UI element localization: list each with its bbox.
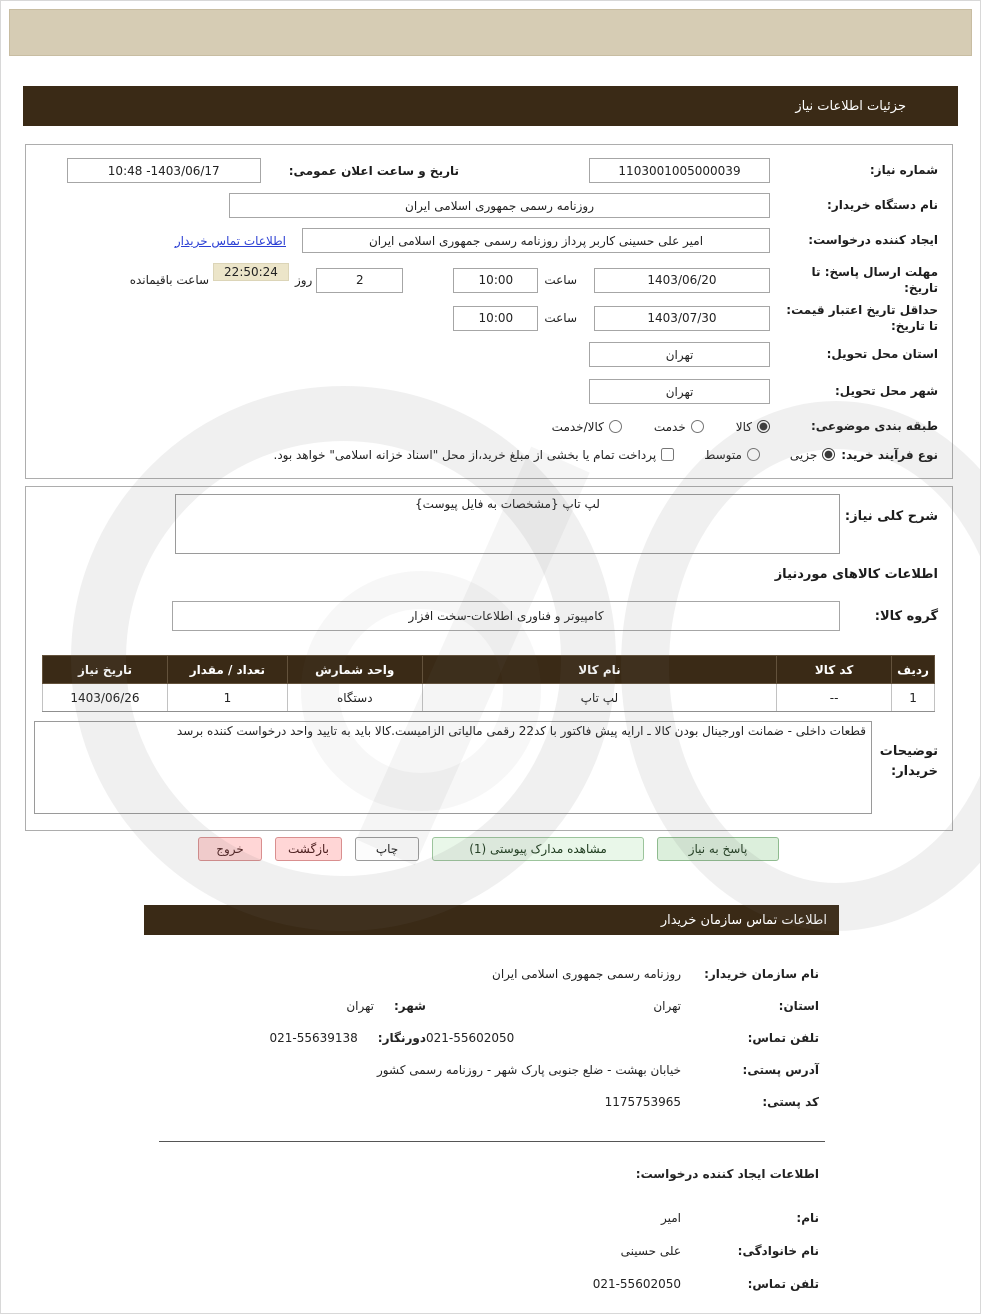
org-phone-value: 021-55602050 bbox=[426, 1030, 515, 1045]
need-description-label: شرح کلی نیاز: bbox=[844, 509, 938, 524]
reply-to-need-button[interactable]: پاسخ به نیاز bbox=[657, 837, 779, 861]
goods-radio[interactable] bbox=[757, 420, 770, 433]
phone-fax-row bbox=[129, 1028, 819, 1047]
province-city-row bbox=[129, 996, 819, 1015]
section-divider bbox=[159, 1141, 825, 1142]
reply-deadline-row bbox=[40, 263, 938, 297]
reply-deadline-time[interactable]: 10:00 bbox=[453, 268, 538, 293]
items-table-header-row bbox=[43, 656, 935, 684]
buyer-notes-label: توضیحات خریدار: bbox=[879, 744, 938, 779]
subject-option-goods-service[interactable] bbox=[552, 420, 622, 434]
creator-value[interactable]: امیر علی حسینی کاربر پرداز روزنامه رسمی جمهوری اسلامی ایران bbox=[302, 228, 770, 253]
org-contact-section bbox=[129, 964, 819, 1124]
buyer-contact-link[interactable]: اطلاعات تماس خریدار bbox=[174, 233, 286, 248]
first-name-value: امیر bbox=[660, 1210, 681, 1225]
delivery-city-value[interactable]: تهران bbox=[589, 379, 770, 404]
cell-item-name: لپ تاپ bbox=[422, 684, 776, 712]
org-name-value: روزنامه رسمی جمهوری اسلامی ایران bbox=[492, 966, 681, 981]
delivery-province-label: استان محل تحویل: bbox=[826, 347, 938, 362]
purchase-option-medium[interactable] bbox=[704, 448, 760, 462]
page-title: جزئیات اطلاعات نیاز bbox=[795, 98, 906, 114]
cell-unit: دستگاه bbox=[287, 684, 422, 712]
org-name-row bbox=[129, 964, 819, 983]
delivery-province-row bbox=[40, 341, 938, 368]
province-value: تهران bbox=[653, 998, 681, 1013]
goods-service-radio[interactable] bbox=[609, 420, 622, 433]
org-contact-title: اطلاعات تماس سازمان خریدار bbox=[660, 912, 827, 928]
treasury-checkbox-label: پرداخت تمام یا بخشی از مبلغ خرید،از محل "اسناد خزانه اسلامی" خواهد بود. bbox=[273, 447, 657, 462]
page-title-bar bbox=[23, 86, 958, 126]
subject-class-label: طبقه بندی موضوعی: bbox=[810, 419, 938, 434]
creator-phone-label: تلفن تماس: bbox=[747, 1276, 819, 1291]
subject-option-goods[interactable] bbox=[736, 420, 770, 434]
buyer-notes-textarea[interactable]: قطعات داخلی - ضمانت اورجینال بودن کالا ـ ارایه پیش فاکتور با کد22 رقمی مالیاتی الزامیست.کالا باید به تایید واحد درخواست کننده برسد bbox=[34, 721, 872, 814]
print-button[interactable]: چاپ bbox=[355, 837, 419, 861]
table-header-unit: واحد شمارش bbox=[287, 656, 422, 684]
days-unit-label: روز bbox=[294, 273, 313, 287]
countdown-label: ساعت باقیمانده bbox=[129, 273, 210, 287]
cell-quantity: 1 bbox=[167, 684, 287, 712]
need-number-row bbox=[40, 157, 938, 184]
goods-service-radio-label: کالا/خدمت bbox=[551, 419, 604, 434]
org-contact-bar bbox=[144, 905, 839, 935]
medium-radio[interactable] bbox=[747, 448, 760, 461]
request-summary-panel bbox=[25, 144, 953, 479]
postal-code-value: 1175753965 bbox=[604, 1094, 681, 1109]
delivery-city-row bbox=[40, 378, 938, 405]
need-number-value[interactable]: 1103001005000039 bbox=[589, 158, 770, 183]
price-time-label: ساعت bbox=[544, 311, 577, 325]
cell-item-code: -- bbox=[777, 684, 892, 712]
first-name-label: نام: bbox=[796, 1210, 819, 1225]
creator-label: ایجاد کننده درخواست: bbox=[808, 233, 938, 248]
address-row bbox=[129, 1060, 819, 1079]
items-table bbox=[42, 655, 935, 712]
org-name-label: نام سازمان خریدار: bbox=[704, 966, 819, 981]
creator-row bbox=[40, 227, 938, 254]
service-radio-label: خدمت bbox=[653, 419, 686, 434]
medium-radio-label: متوسط bbox=[704, 447, 742, 462]
last-name-value: علی حسینی bbox=[620, 1243, 681, 1258]
treasury-checkbox[interactable] bbox=[661, 448, 674, 461]
reply-time-label: ساعت bbox=[544, 273, 577, 287]
treasury-checkbox-item[interactable] bbox=[274, 448, 675, 462]
purchase-type-label: نوع فرآیند خرید: bbox=[841, 447, 938, 462]
price-validity-date[interactable]: 1403/07/30 bbox=[594, 306, 770, 331]
address-value: خیابان بهشت - ضلع جنوبی پارک شهر - روزنامه رسمی کشور bbox=[377, 1062, 681, 1077]
need-number-label: شماره نیاز: bbox=[869, 163, 938, 178]
fax-label: دورنگار: bbox=[377, 1030, 426, 1045]
table-header-item-name: نام کالا bbox=[422, 656, 776, 684]
last-name-label: نام خانوادگی: bbox=[737, 1243, 819, 1258]
goods-group-value[interactable]: کامپیوتر و فناوری اطلاعات-سخت افزار bbox=[172, 601, 840, 631]
countdown-timer: 22:50:24 bbox=[213, 263, 289, 281]
table-header-need-date: تاریخ نیاز bbox=[43, 656, 168, 684]
buyer-org-value[interactable]: روزنامه رسمی جمهوری اسلامی ایران bbox=[229, 193, 770, 218]
address-label: آدرس پستی: bbox=[742, 1062, 819, 1077]
reply-deadline-date[interactable]: 1403/06/20 bbox=[594, 268, 770, 293]
city-value: تهران bbox=[346, 998, 374, 1013]
price-validity-row bbox=[40, 301, 938, 335]
need-description-textarea[interactable]: لپ تاپ {مشخصات به فایل پیوست} bbox=[175, 494, 840, 554]
cell-need-date: 1403/06/26 bbox=[43, 684, 168, 712]
cell-row-index: 1 bbox=[892, 684, 935, 712]
delivery-province-value[interactable]: تهران bbox=[589, 342, 770, 367]
reply-days-value[interactable]: 2 bbox=[316, 268, 403, 293]
first-name-row bbox=[159, 1208, 819, 1227]
price-validity-time[interactable]: 10:00 bbox=[453, 306, 538, 331]
purchase-type-row bbox=[40, 441, 938, 468]
table-header-item-code: کد کالا bbox=[777, 656, 892, 684]
reply-deadline-label: مهلت ارسال پاسخ: تا تاریخ: bbox=[811, 264, 938, 295]
goods-group-label: گروه کالا: bbox=[874, 609, 938, 624]
action-buttons bbox=[198, 837, 779, 861]
buyer-org-label: نام دستگاه خریدار: bbox=[827, 198, 938, 213]
back-button[interactable]: بازگشت bbox=[275, 837, 342, 861]
table-header-quantity: تعداد / مقدار bbox=[167, 656, 287, 684]
subject-option-service[interactable] bbox=[654, 420, 704, 434]
goods-radio-label: کالا bbox=[735, 419, 752, 434]
province-label: استان: bbox=[778, 998, 819, 1013]
table-row bbox=[43, 684, 935, 712]
top-strip bbox=[9, 9, 972, 56]
items-section-title: اطلاعات کالاهای موردنیاز bbox=[774, 567, 938, 582]
view-attachments-button[interactable]: مشاهده مدارک پیوستی (1) bbox=[432, 837, 644, 861]
creator-phone-value: 021-55602050 bbox=[592, 1276, 681, 1291]
postal-code-row bbox=[129, 1092, 819, 1111]
need-details-panel bbox=[25, 486, 953, 831]
exit-button[interactable]: خروج bbox=[198, 837, 262, 861]
postal-code-label: کد پستی: bbox=[762, 1094, 819, 1109]
announce-label: تاریخ و ساعت اعلان عمومی: bbox=[288, 163, 459, 178]
price-validity-label: حداقل تاریخ اعتبار قیمت: تا تاریخ: bbox=[786, 302, 938, 333]
table-header-row-index: ردیف bbox=[892, 656, 935, 684]
creator-info-title: اطلاعات ایجاد کننده درخواست: bbox=[635, 1167, 819, 1181]
last-name-row bbox=[159, 1241, 819, 1260]
creator-info-section bbox=[159, 1167, 819, 1307]
buyer-org-row bbox=[40, 192, 938, 219]
announce-value[interactable]: 10:48 -1403/06/17 bbox=[67, 158, 261, 183]
org-phone-label: تلفن تماس: bbox=[747, 1030, 819, 1045]
delivery-city-label: شهر محل تحویل: bbox=[834, 384, 938, 399]
minor-radio-label: جزیی bbox=[789, 447, 818, 462]
minor-radio[interactable] bbox=[822, 448, 835, 461]
subject-class-row bbox=[40, 413, 938, 440]
creator-phone-row bbox=[159, 1274, 819, 1293]
service-radio[interactable] bbox=[691, 420, 704, 433]
purchase-option-minor[interactable] bbox=[790, 448, 835, 462]
fax-value: 021-55639138 bbox=[269, 1030, 358, 1045]
city-label: شهر: bbox=[394, 998, 426, 1013]
